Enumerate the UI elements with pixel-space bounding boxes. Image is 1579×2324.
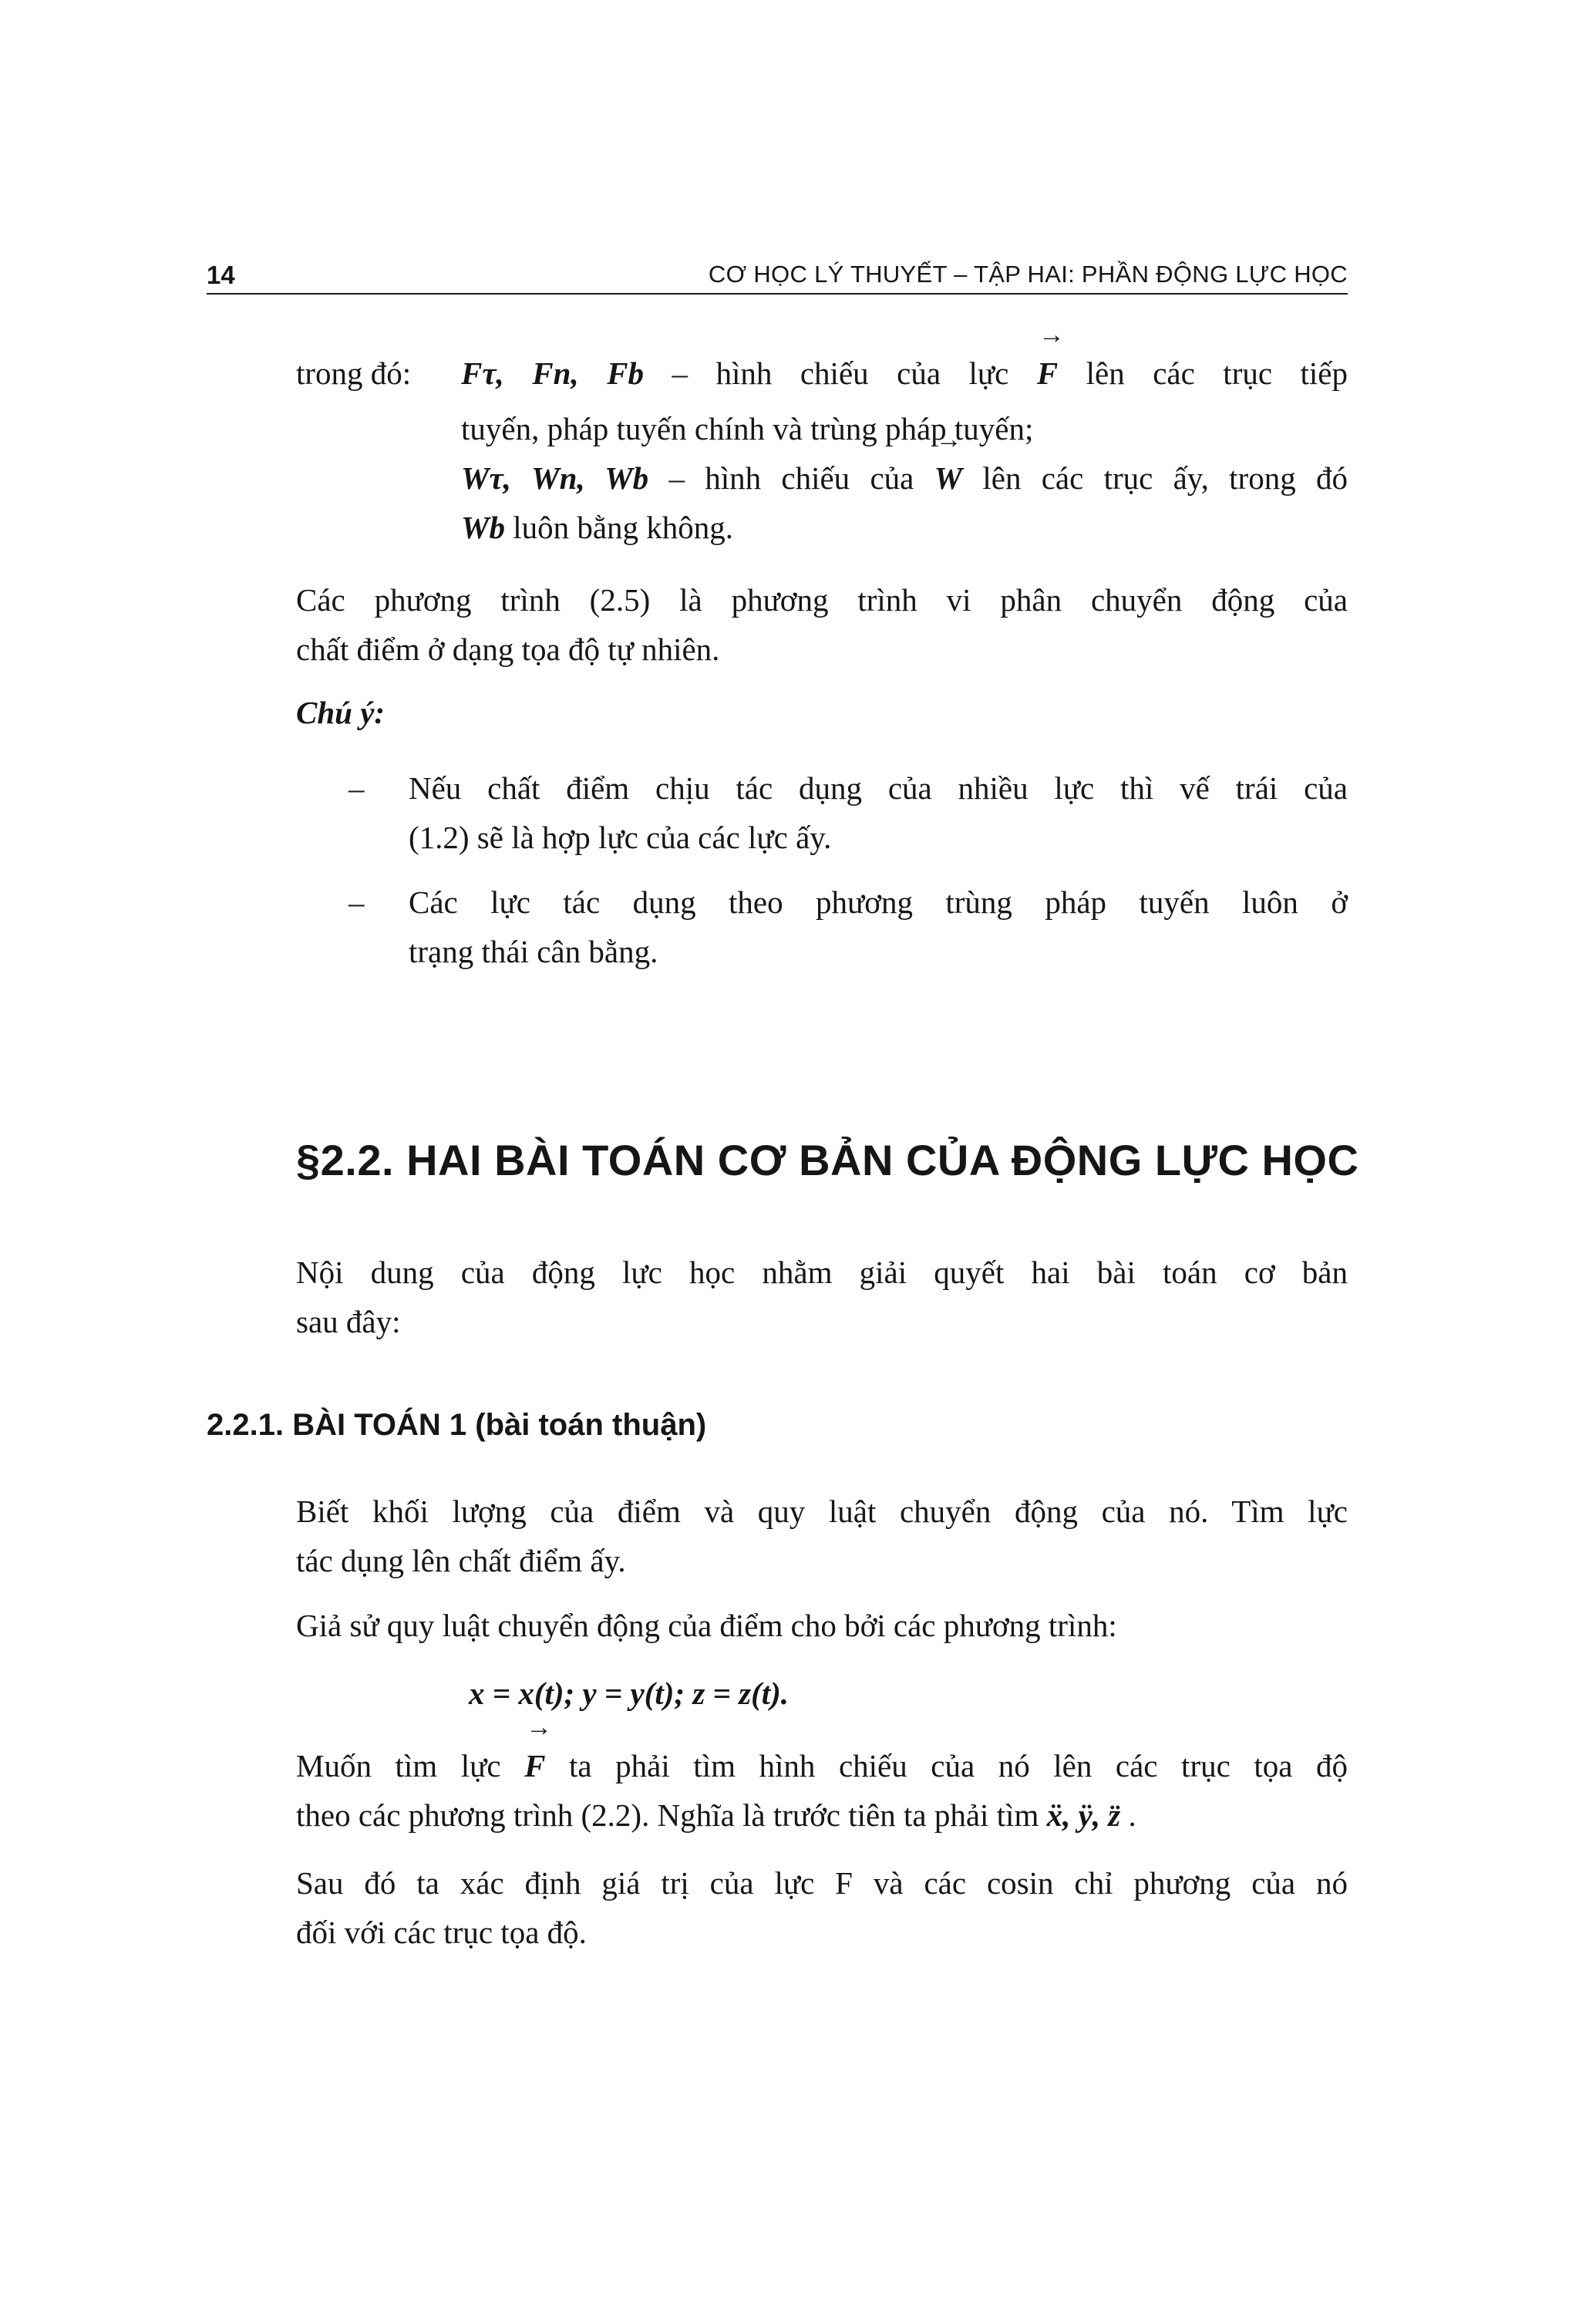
subsection-p4-line1: Sau đó ta xác định giá trị của lực F và các cosin chỉ phương của nó [296, 1865, 1348, 1901]
subsection-heading: 2.2.1. BÀI TOÁN 1 (bài toán thuận) [207, 1408, 707, 1442]
section-intro-line2: sau đây: [296, 1304, 401, 1339]
definition-w-line1 [461, 453, 1348, 503]
wb-symbol: Wb [461, 510, 505, 545]
second-derivatives: ẍ, ÿ, z̈ [1046, 1797, 1121, 1833]
running-title: CƠ HỌC LÝ THUYẾT – TẬP HAI: PHẦN ĐỘNG LỰC HỌC [708, 261, 1348, 288]
wb-desc: luôn bằng không. [504, 510, 734, 545]
note-item-1-line1: Nếu chất điểm chịu tác dụng của nhiều lực thì vế trái của [409, 770, 1348, 806]
subsection-p3-line1 [296, 1741, 1348, 1790]
definition-f-line1 [461, 349, 1348, 398]
page-number: 14 [207, 261, 235, 289]
force-vector-symbol: → F [1037, 349, 1058, 398]
definition-w-line2 [461, 503, 733, 552]
p3-post: ta phải tìm hình chiếu của nó lên các trục tọa độ [545, 1748, 1348, 1783]
note-item-1-line2: (1.2) sẽ là hợp lực của các lực ấy. [409, 820, 832, 855]
w-desc-post: lên các trục ấy, trong đó [962, 460, 1348, 496]
subsection-p2: Giả sử quy luật chuyển động của điểm cho bởi các phương trình: [296, 1608, 1117, 1643]
running-header [207, 258, 1348, 296]
subsection-p3-line2 [296, 1790, 1136, 1840]
acceleration-vector-symbol: → W [934, 453, 962, 503]
w-symbols: Wτ, Wn, Wb [461, 460, 649, 496]
p3-line2-pre: theo các phương trình (2.2). Nghĩa là trước tiên ta phải tìm [296, 1797, 1047, 1833]
definitions-lead: trong đó: [296, 355, 412, 391]
section-intro-line1: Nội dung của động lực học nhằm giải quyết hai bài toán cơ bản [296, 1255, 1348, 1290]
subsection-p1-line1: Biết khối lượng của điểm và quy luật chuyển động của nó. Tìm lực [296, 1494, 1348, 1529]
subsection-p4-line2: đối với các trục tọa độ. [296, 1915, 587, 1950]
note-title: Chú ý: [296, 695, 385, 730]
note-item-2-line1: Các lực tác dụng theo phương trùng pháp tuyến luôn ở [409, 884, 1348, 920]
force-vector-symbol-2: → F [524, 1741, 545, 1790]
section-heading: §2.2. HAI BÀI TOÁN CƠ BẢN CỦA ĐỘNG LỰC HỌC [296, 1136, 1359, 1184]
motion-equation: x = x(t); y = y(t); z = z(t). [469, 1676, 790, 1711]
f-desc-pre: – hình chiếu của lực [644, 355, 1037, 391]
subsection-p1-line2: tác dụng lên chất điểm ấy. [296, 1543, 626, 1578]
note-item-2-line2: trạng thái cân bằng. [409, 934, 658, 969]
paragraph-natural-line2: chất điểm ở dạng tọa độ tự nhiên. [296, 632, 720, 667]
paragraph-natural-line1: Các phương trình (2.5) là phương trình vi phân chuyển động của [296, 582, 1348, 618]
definition-f-line2: tuyến, pháp tuyến chính và trùng pháp tuyến; [461, 411, 1034, 446]
header-rule [207, 293, 1348, 295]
note-item-1-dash: – [348, 770, 365, 806]
w-desc-pre: – hình chiếu của [648, 460, 934, 496]
p3-line2-post: . [1120, 1797, 1136, 1833]
f-desc-post: lên các trục tiếp [1058, 355, 1348, 391]
f-symbols: Fτ, Fn, Fb [461, 355, 645, 391]
note-item-2-dash: – [348, 884, 365, 920]
p3-pre: Muốn tìm lực [296, 1748, 525, 1783]
